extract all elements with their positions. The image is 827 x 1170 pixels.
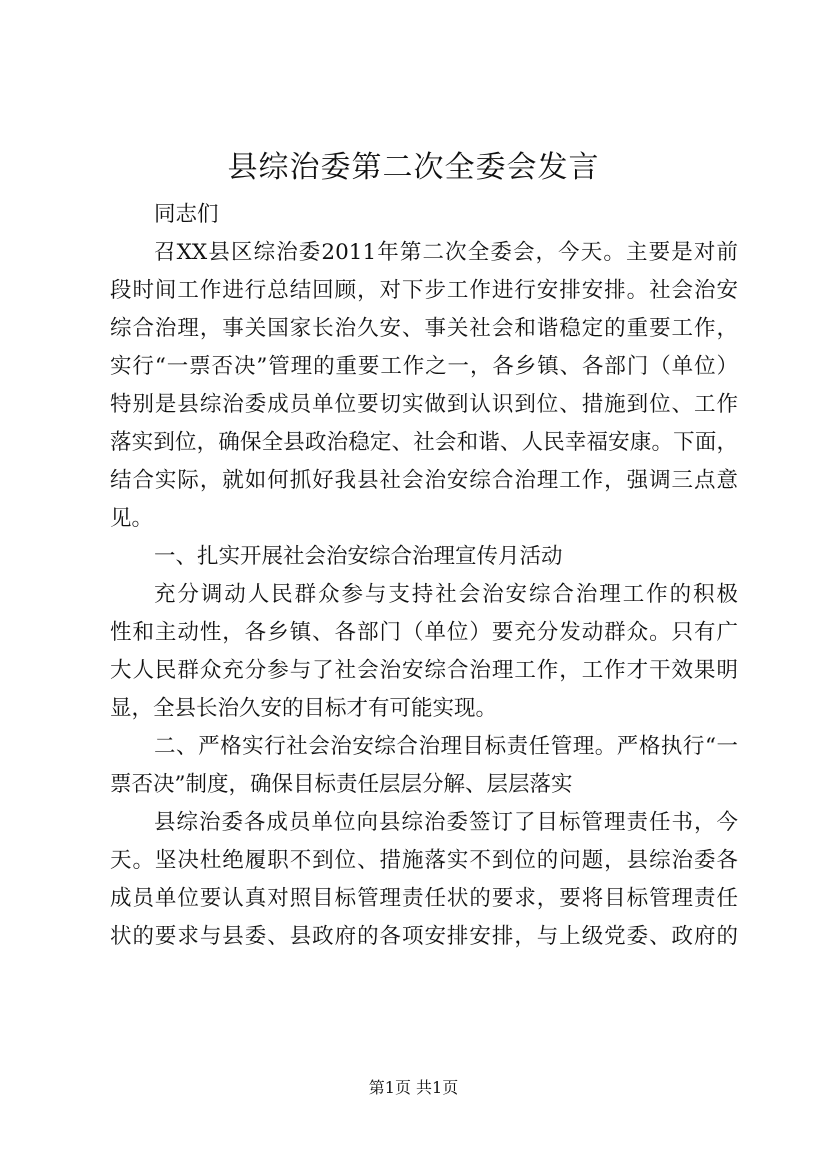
paragraph-line: 特别是县综治委成员单位要切实做到认识到位、措施到位、工作 [110,392,738,417]
section-heading: 票否决”制度，确保目标责任层层分解、层层落实 [110,772,573,797]
paragraph-line: 落实到位，确保全县政治稳定、社会和谐、人民幸福安康。下面， [110,430,738,455]
paragraph-line: 县综治委各成员单位向县综治委签订了目标管理责任书，今 [154,810,738,835]
paragraph-line: 段时间工作进行总结回顾，对下步工作进行安排安排。社会治安 [110,278,738,303]
section-heading: 二、严格实行社会治安综合治理目标责任管理。严格执行“一 [154,734,738,759]
page-number-footer: 第1页 共1页 [368,1078,459,1097]
paragraph-line: 充分调动人民群众参与支持社会治安综合治理工作的积极 [154,582,738,607]
document-title: 县综治委第二次全委会发言 [227,150,600,185]
document-body [110,196,738,956]
paragraph-line: 召XX县区综治委2011年第二次全委会，今天。主要是对前 [154,240,738,265]
paragraph-line: 天。坚决杜绝履职不到位、措施落实不到位的问题，县综治委各 [110,848,738,873]
paragraph-line: 状的要求与县委、县政府的各项安排安排，与上级党委、政府的 [110,924,738,949]
paragraph-line: 见。 [110,506,154,531]
paragraph-line: 性和主动性，各乡镇、各部门（单位）要充分发动群众。只有广 [110,620,738,645]
salutation: 同志们 [154,202,219,227]
paragraph-line: 显，全县长治久安的目标才有可能实现。 [110,696,498,721]
paragraph-line: 实行“一票否决”管理的重要工作之一，各乡镇、各部门（单位） [110,354,738,379]
paragraph-line: 结合实际，就如何抓好我县社会治安综合治理工作，强调三点意 [110,468,738,493]
section-heading: 一、扎实开展社会治安综合治理宣传月活动 [154,544,563,569]
paragraph-line: 大人民群众充分参与了社会治安综合治理工作，工作才干效果明 [110,658,738,683]
paragraph-line: 成员单位要认真对照目标管理责任状的要求，要将目标管理责任 [110,886,738,911]
paragraph-line: 综合治理，事关国家长治久安、事关社会和谐稳定的重要工作， [110,316,738,341]
